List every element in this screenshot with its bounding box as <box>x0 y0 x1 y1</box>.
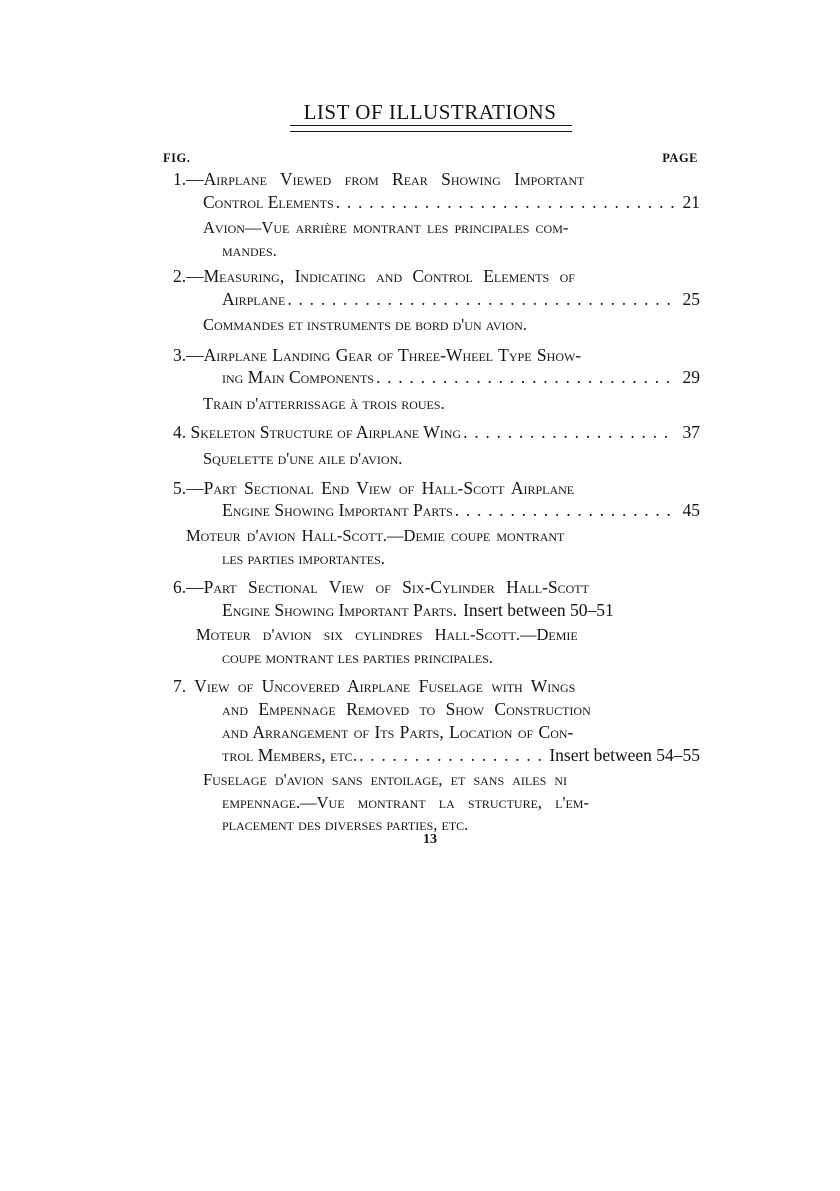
entry-line-leader <box>222 500 700 524</box>
entry-french-line: Avion—Vue arrière montrant les principales com- <box>203 218 569 237</box>
entry-title: ing Main Components <box>222 367 374 387</box>
entry-line: 7. View of Uncovered Airplane Fuselage with Wings <box>173 676 576 696</box>
entry-french-line: empennage.—Vue montrant la structure, l'em- <box>222 793 589 812</box>
leader-dots <box>285 289 674 313</box>
page-ref: 25 <box>682 289 700 309</box>
page-ref: 45 <box>682 500 700 520</box>
entry-french-line: placement des diverses parties, etc. <box>222 815 469 834</box>
page-title: LIST OF ILLUSTRATIONS <box>303 100 557 124</box>
entry-line: 2.—Measuring, Indicating and Control Elements of <box>173 266 575 286</box>
entry-french-line: les parties importantes. <box>222 549 385 568</box>
page-number: 13 <box>423 832 437 847</box>
entry-line-leader <box>203 192 700 216</box>
entry-line-leader <box>222 289 700 313</box>
entry-french-line: Commandes et instruments de bord d'un avion. <box>203 315 527 334</box>
leader-dots <box>334 192 675 216</box>
entry-line: and Empennage Removed to Show Construction <box>222 699 591 719</box>
page-ref: Insert between 54–55 <box>549 745 700 765</box>
entry-french-line: Squelette d'une aile d'avion. <box>203 449 403 468</box>
entry-title: Engine Showing Important Parts. <box>222 600 458 620</box>
entry-line: 6.—Part Sectional View of Six-Cylinder Hall-Scott <box>173 577 589 597</box>
title-double-rule <box>290 125 572 132</box>
entry-line-leader <box>173 422 700 446</box>
leader-dots <box>374 367 675 391</box>
entry-line: 5.—Part Sectional End View of Hall-Scott Airplane <box>173 478 575 498</box>
entry-title: Engine Showing Important Parts <box>222 500 453 520</box>
entry-french-line: Moteur d'avion six cylindres Hall-Scott.—Demie <box>196 625 578 644</box>
entry-french-line: Fuselage d'avion sans entoilage, et sans ailes ni <box>203 770 568 789</box>
entry-line-leader <box>222 367 700 391</box>
entry-line: 1.—Airplane Viewed from Rear Showing Important <box>173 169 585 189</box>
entry-title: Airplane <box>222 289 286 309</box>
leader-dots <box>453 500 675 524</box>
entry-line-leader <box>222 745 700 769</box>
entry-title: trol Members, etc. <box>222 745 358 765</box>
entry-title: 4. Skeleton Structure of Airplane Wing <box>173 422 462 442</box>
entry-french-line: Train d'atterrissage à trois roues. <box>203 394 445 413</box>
entry-french-line: mandes. <box>222 241 277 260</box>
column-header-fig: FIG. <box>163 151 191 165</box>
leader-dots <box>357 745 547 769</box>
page-ref: 21 <box>682 192 700 212</box>
entry-line: 3.—Airplane Landing Gear of Three-Wheel Type Show- <box>173 345 582 365</box>
entry-french-line: coupe montrant les parties principales. <box>222 648 494 667</box>
page-ref: 37 <box>682 422 700 442</box>
column-header-page: PAGE <box>662 151 698 165</box>
leader-dots <box>461 422 674 446</box>
page-ref: 29 <box>682 367 700 387</box>
entry-line: and Arrangement of Its Parts, Location of Con- <box>222 722 574 742</box>
page-ref: Insert between 50–51 <box>463 600 614 620</box>
entry-line-leader <box>222 600 700 624</box>
entry-title: Control Elements <box>203 192 334 212</box>
entry-french-line: Moteur d'avion Hall-Scott.—Demie coupe montrant <box>186 526 565 545</box>
